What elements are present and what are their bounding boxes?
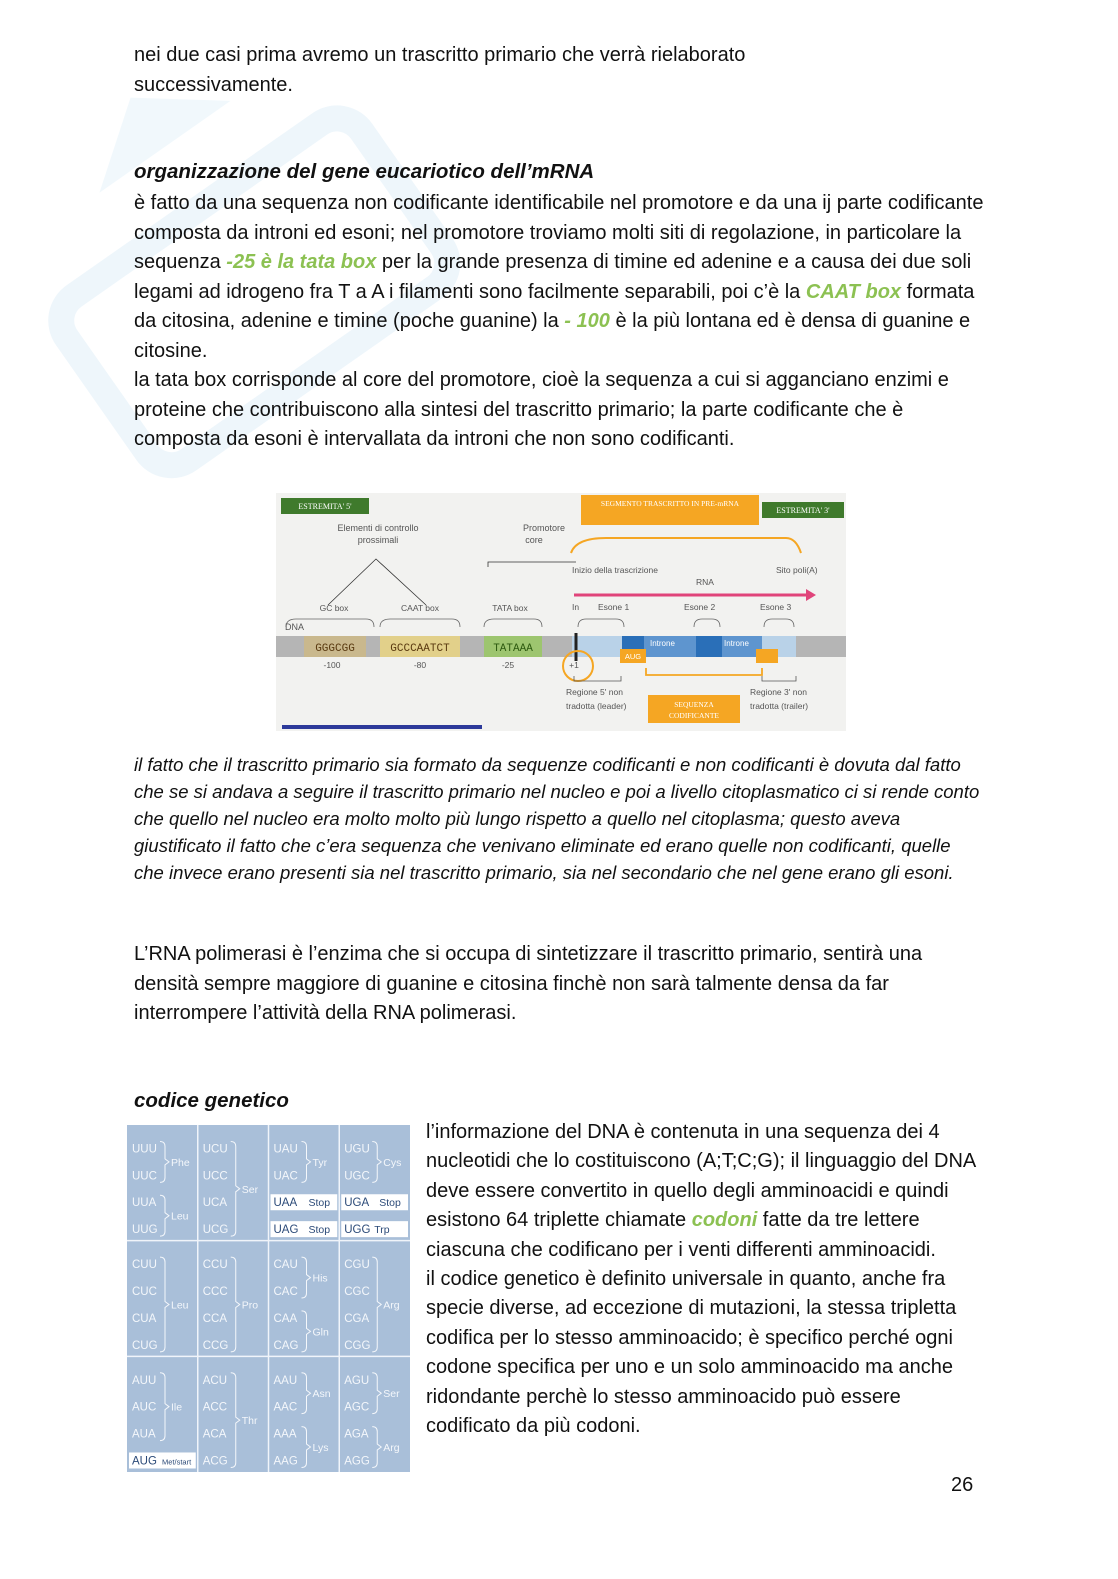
amino-acid-label: Leu xyxy=(171,1299,189,1312)
intro-text: nei due casi prima avremo un trascritto primario che verrà rielaborato successivamente. xyxy=(134,44,746,96)
amino-acid-label: Ile xyxy=(171,1401,183,1414)
highlight-codoni: codoni xyxy=(691,1209,758,1232)
codon-label: UGC xyxy=(344,1170,370,1183)
paragraph-rna-polymerase: L’RNA polimerasi è l’enzima che si occupa di sintetizzare il trascritto primario, sentirà una densità sempre maggiore di guanine e citosina finchè non sarà talmente densa da far interrompere l’attività della RNA polimerasi. xyxy=(134,943,923,1024)
codon-label: AUC xyxy=(132,1401,157,1414)
highlight-tata-box: -25 è la tata box xyxy=(226,251,377,273)
codon-label: AGC xyxy=(344,1401,370,1414)
codon-label: UGG xyxy=(344,1224,371,1237)
label-in: In xyxy=(572,602,580,612)
pos-minus-80: -80 xyxy=(413,660,427,670)
codon-label: CUG xyxy=(132,1339,158,1352)
label-exon-1: Esone 1 xyxy=(598,602,630,612)
paragraph-genetic-code: l’informazione del DNA è contenuta in una sequenza dei 4 nucleotidi che lo costituiscono (A;T;C;G); il linguaggio del DNA deve essere convertito in quello degli amminoacidi e quindi esistono 64 triplette chiamate codoni fatte da tre lettere ciascuna che codificano per i venti differenti amminoacidi. il codice genetico è definito universale in quanto, anche fra specie diverse, ad eccezione di mutazioni, la stessa tripletta codifica per lo stesso amminoacido; è specifico perché ogni codone specifica per uno e un solo amminoacido ma anche ridondante perchè lo stesso amminoacido può essere codificato da più codoni. xyxy=(426,1121,976,1438)
highlight-caat-box: CAAT box xyxy=(805,280,902,303)
label-3-utr-1: Regione 3' non xyxy=(750,687,807,697)
amino-acid-label: Lys xyxy=(312,1442,329,1455)
codon-table xyxy=(127,1125,410,1472)
codon-label: UCG xyxy=(202,1224,229,1237)
tata-box-sequence: TATAAA xyxy=(493,643,533,655)
codon-label: UCC xyxy=(202,1170,228,1183)
codon-label: CCC xyxy=(202,1286,228,1299)
label-start: Inizio della trascrizione xyxy=(572,565,658,575)
label-coding-1: SEQUENZA xyxy=(674,700,714,709)
pos-plus-1: +1 xyxy=(569,660,579,670)
label-intron-2: Introne xyxy=(724,639,749,648)
codon-label: ACU xyxy=(202,1374,228,1387)
codon-label: CUA xyxy=(132,1312,157,1325)
exon-1-segment xyxy=(572,636,622,657)
label-dna: DNA xyxy=(285,622,305,632)
codon-label: CCU xyxy=(202,1259,228,1272)
codon-label: UGU xyxy=(344,1143,370,1156)
amino-acid-label: Arg xyxy=(383,1299,400,1312)
codon-label: AUU xyxy=(132,1374,157,1387)
codon-label: CCA xyxy=(202,1312,228,1325)
codon-label: AAU xyxy=(273,1374,298,1387)
amino-acid-label: Cys xyxy=(383,1156,402,1169)
gene-organization-diagram xyxy=(276,493,846,731)
amino-acid-label: Ser xyxy=(241,1183,259,1196)
amino-acid-label: Asn xyxy=(312,1388,331,1401)
label-polya: Sito poli(A) xyxy=(776,565,818,575)
codon-label: UCA xyxy=(202,1197,228,1210)
label-caat-box: CAAT box xyxy=(401,603,439,613)
codon-label: AAG xyxy=(273,1455,298,1468)
label-proximal-2: prossimali xyxy=(357,535,399,545)
label-segment: SEGMENTO TRASCRITTO IN PRE-mRNA xyxy=(600,499,740,508)
label-aug: AUG xyxy=(624,652,642,661)
codon-label: AUA xyxy=(132,1428,156,1441)
codon-label: CAA xyxy=(273,1312,298,1325)
label-3-utr-2: tradotta (trailer) xyxy=(750,701,809,711)
codon-label: UCU xyxy=(202,1143,228,1156)
label-intron-1: Introne xyxy=(650,639,675,648)
label-core-2: core xyxy=(525,535,543,545)
codon-label: UAA xyxy=(273,1197,298,1210)
codon-label: ACA xyxy=(202,1428,227,1441)
codon-label: AAC xyxy=(273,1401,298,1414)
codon-label: AGU xyxy=(344,1374,370,1387)
amino-acid-label: Tyr xyxy=(312,1156,328,1169)
amino-acid-label: His xyxy=(312,1272,328,1285)
codon-label: UAG xyxy=(273,1224,299,1237)
page-number: 26 xyxy=(951,1474,974,1496)
pos-minus-100: -100 xyxy=(323,660,341,670)
gc-box-sequence: GGGCGG xyxy=(315,643,355,655)
amino-acid-label: Pro xyxy=(241,1299,259,1312)
codon-label: CGC xyxy=(344,1286,370,1299)
label-5-end: ESTREMITA' 5' xyxy=(298,502,352,511)
stop-label: Stop xyxy=(308,1197,331,1210)
codon-label: CCG xyxy=(202,1339,229,1352)
codon-label: CAG xyxy=(273,1339,299,1352)
label-gc-box: GC box xyxy=(319,603,349,613)
codon-label: ACC xyxy=(202,1401,228,1414)
codon-label: CGA xyxy=(344,1312,370,1325)
codon-label: UAU xyxy=(273,1143,298,1156)
label-exon-2: Esone 2 xyxy=(684,602,716,612)
heading-genetic-code: codice genetico xyxy=(134,1089,289,1112)
stop-label: Stop xyxy=(308,1224,331,1237)
caption-primary-transcript: il fatto che il trascritto primario sia formato da sequenze codificanti e non codificanti è dovuta dal fatto che se si andava a seguire il trascritto primario nel nucleo e poi a livello citoplasmatico ci si rende conto che quello nel nucleo era molto molto più lungo rispetto a quello nel citoplasma; questo aveva giustificato il fatto che c’era sequenza che venivano eliminate ed erano quelle non codificanti, quelle che invece erano presenti sia nel trascritto primario, sia nel secondario che nel gene erano gli esoni. xyxy=(134,754,980,883)
label-core-1: Promotore xyxy=(522,523,566,533)
codon-label: CAC xyxy=(273,1286,298,1299)
codon-label: UUA xyxy=(132,1197,157,1210)
codon-label: AGG xyxy=(344,1455,370,1468)
pos-minus-25: -25 xyxy=(501,660,515,670)
codon-label: AAA xyxy=(273,1428,297,1441)
amino-acid-label: Ser xyxy=(383,1388,400,1401)
amino-acid-label: Trp xyxy=(374,1224,390,1237)
codon-label: AGA xyxy=(344,1428,369,1441)
stop-label: Stop xyxy=(379,1197,401,1210)
heading-gene-organization: organizzazione del gene eucariotico dell’mRNA xyxy=(134,160,595,183)
label-5-utr-1: Regione 5' non xyxy=(566,687,623,697)
codon-label: CGG xyxy=(344,1339,371,1352)
codon-label: AUG xyxy=(132,1455,157,1468)
codon-label: CGU xyxy=(344,1259,370,1272)
label-5-utr-2: tradotta (leader) xyxy=(566,701,627,711)
amino-acid-label: Arg xyxy=(383,1442,400,1455)
paragraph-gene-organization: è fatto da una sequenza non codificante identificabile nel promotore e da una ij parte codificante composta da introni ed esoni; nel promotore troviamo molti siti di regolazione, in particolare la sequenza -25 è la tata box per la grande presenza di timine ed adenine e a causa dei due soli legami ad idrogeno fra T a A i filamenti sono facilmente separabili, poi c’è la CAAT box formata da citosina, adenine e timine (poche guanine) la - 100 è la più lontana ed è densa di guanine e citosine. la tata box corrisponde al core del promotore, cioè la sequenza a cui si agganciano enzimi e proteine che contribuiscono alla sintesi del trascritto primario; la parte codificante che è composta da esoni è intervallata da introni che non sono codificanti. xyxy=(134,192,984,450)
amino-acid-label: Gln xyxy=(312,1326,329,1339)
label-coding-2: CODIFICANTE xyxy=(669,711,719,720)
highlight-minus-100: - 100 xyxy=(564,310,610,332)
codon-label: UUG xyxy=(132,1224,158,1237)
codon-label: UAC xyxy=(273,1170,298,1183)
amino-acid-label: Phe xyxy=(171,1156,190,1169)
amino-acid-label: Met/start xyxy=(162,1457,192,1467)
codon-label: UGA xyxy=(344,1197,370,1210)
codon-label: CAU xyxy=(273,1259,298,1272)
amino-acid-label: Leu xyxy=(171,1210,189,1223)
codon-label: UUC xyxy=(132,1170,157,1183)
codon-label: CUC xyxy=(132,1286,157,1299)
label-tata-box: TATA box xyxy=(492,603,528,613)
codon-label: CUU xyxy=(132,1259,157,1272)
label-exon-3: Esone 3 xyxy=(760,602,792,612)
label-3-end: ESTREMITA' 3' xyxy=(776,506,830,515)
label-proximal-1: Elementi di controllo xyxy=(337,523,419,533)
amino-acid-label: Thr xyxy=(241,1415,258,1428)
codon-label: ACG xyxy=(202,1455,228,1468)
exon-2-segment xyxy=(696,636,722,657)
caat-box-sequence: GCCCAATCT xyxy=(390,643,450,655)
label-rna: RNA xyxy=(696,577,714,587)
codon-label: UUU xyxy=(132,1143,157,1156)
